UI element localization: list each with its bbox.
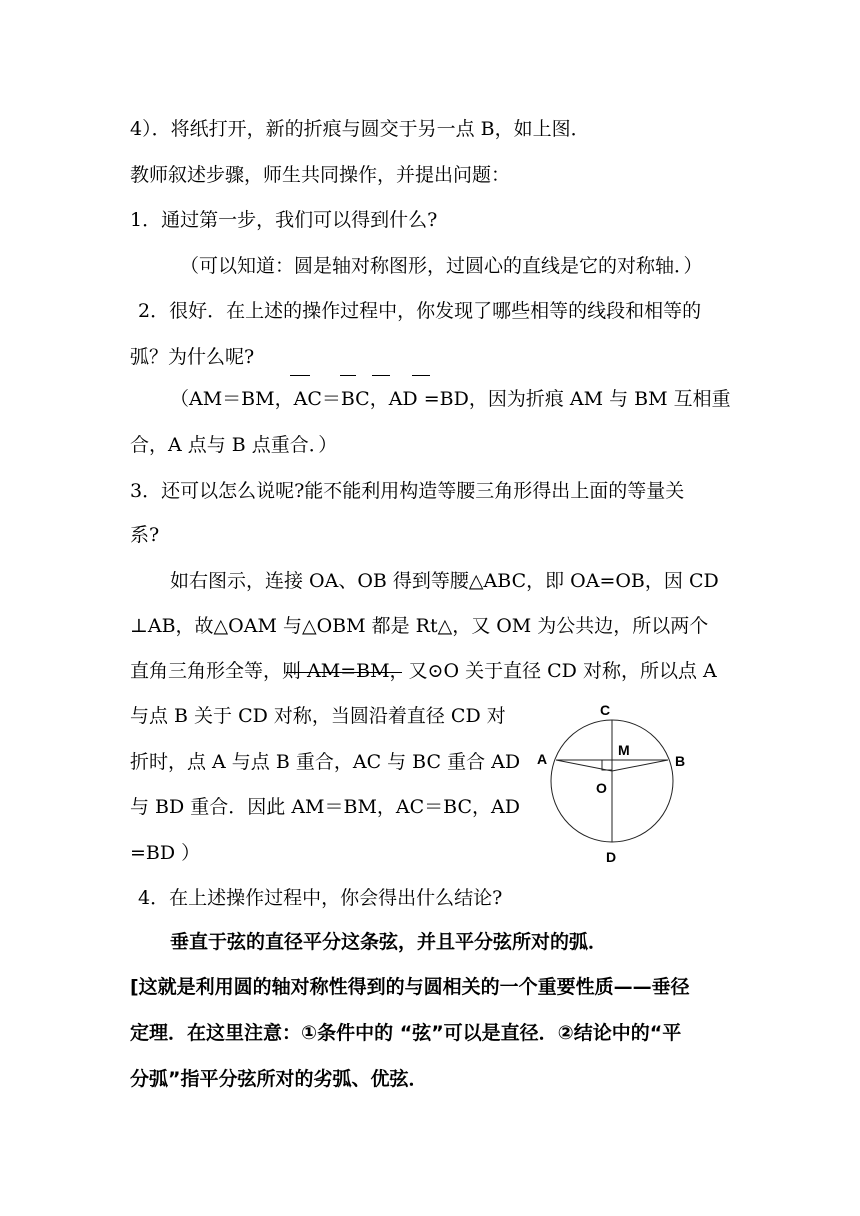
segment-oa [556, 760, 612, 771]
text-line-9: 3．还可以怎么说呢?能不能利用构造等腰三角形得出上面的等量关 [130, 480, 685, 502]
text-line-13: 直角三角形全等，则 AM=BM，又⊙O 关于直径 CD 对称，所以点 A [130, 660, 717, 682]
label-d: D [606, 849, 617, 865]
strikethrough-mark [286, 672, 402, 673]
text-line-12: ⊥AB，故△OAM 与△OBM 都是 Rt△，又 OM 为公共边，所以两个 [130, 615, 709, 637]
text-line-2: 教师叙述步骤，师生共同操作，并提出问题： [130, 164, 511, 186]
text-line-8: 合，A 点与 B 点重合．） [130, 434, 338, 456]
text-line-5: 2．很好．在上述的操作过程中，你发现了哪些相等的线段和相等的 [138, 300, 702, 322]
text-line-6: 弧？为什么呢? [130, 346, 255, 368]
text-line-15: 折时，点 A 与点 B 重合，AC 与 BC 重合 AD [130, 751, 521, 773]
text-line-7: （AM＝BM，AC＝BC，AD =BD，因为折痕 AM 与 BM 互相重 [170, 388, 731, 410]
arc-mark-ac-2 [340, 375, 356, 376]
segment-ob [612, 760, 668, 771]
text-line-11: 如右图示，连接 OA、OB 得到等腰△ABC，即 OA=OB，因 CD [170, 570, 719, 592]
label-c: C [600, 702, 611, 718]
arc-mark-ad-1 [372, 375, 390, 376]
arc-mark-ac-1 [290, 375, 310, 376]
label-b: B [675, 753, 686, 769]
circle-diagram [530, 695, 710, 870]
text-line-14: 与点 B 关于 CD 对称，当圆沿着直径 CD 对 [130, 705, 506, 727]
arc-mark-ad-2 [412, 375, 430, 376]
text-line-17: =BD ） [130, 842, 201, 864]
text-line-10: 系? [130, 524, 160, 546]
text-line-20: [这就是利用圆的轴对称性得到的与圆相关的一个重要性质——垂径 [130, 976, 690, 998]
text-line-16: 与 BD 重合．因此 AM＝BM，AC＝BC，AD [130, 796, 520, 818]
conclusion-text: 垂直于弦的直径平分这条弦，并且平分弦所对的弧． [170, 931, 608, 953]
text-line-21: 定理．在这里注意：①条件中的 “弦”可以是直径．②结论中的“平 [130, 1022, 682, 1044]
text-line-18: 4．在上述操作过程中，你会得出什么结论? [138, 887, 503, 909]
text-line-22: 分弧”指平分弦所对的劣弧、优弦． [130, 1068, 428, 1090]
right-angle-mark [602, 760, 612, 770]
text-line-1: 4）．将纸打开，新的折痕与圆交于另一点 B，如上图． [130, 118, 590, 140]
label-o: O [596, 780, 607, 796]
label-a: A [537, 751, 548, 767]
label-m: M [618, 742, 630, 758]
text-line-4: （可以知道：圆是轴对称图形，过圆心的直线是它的对称轴．） [180, 255, 703, 277]
text-line-3: 1．通过第一步，我们可以得到什么? [130, 209, 438, 231]
